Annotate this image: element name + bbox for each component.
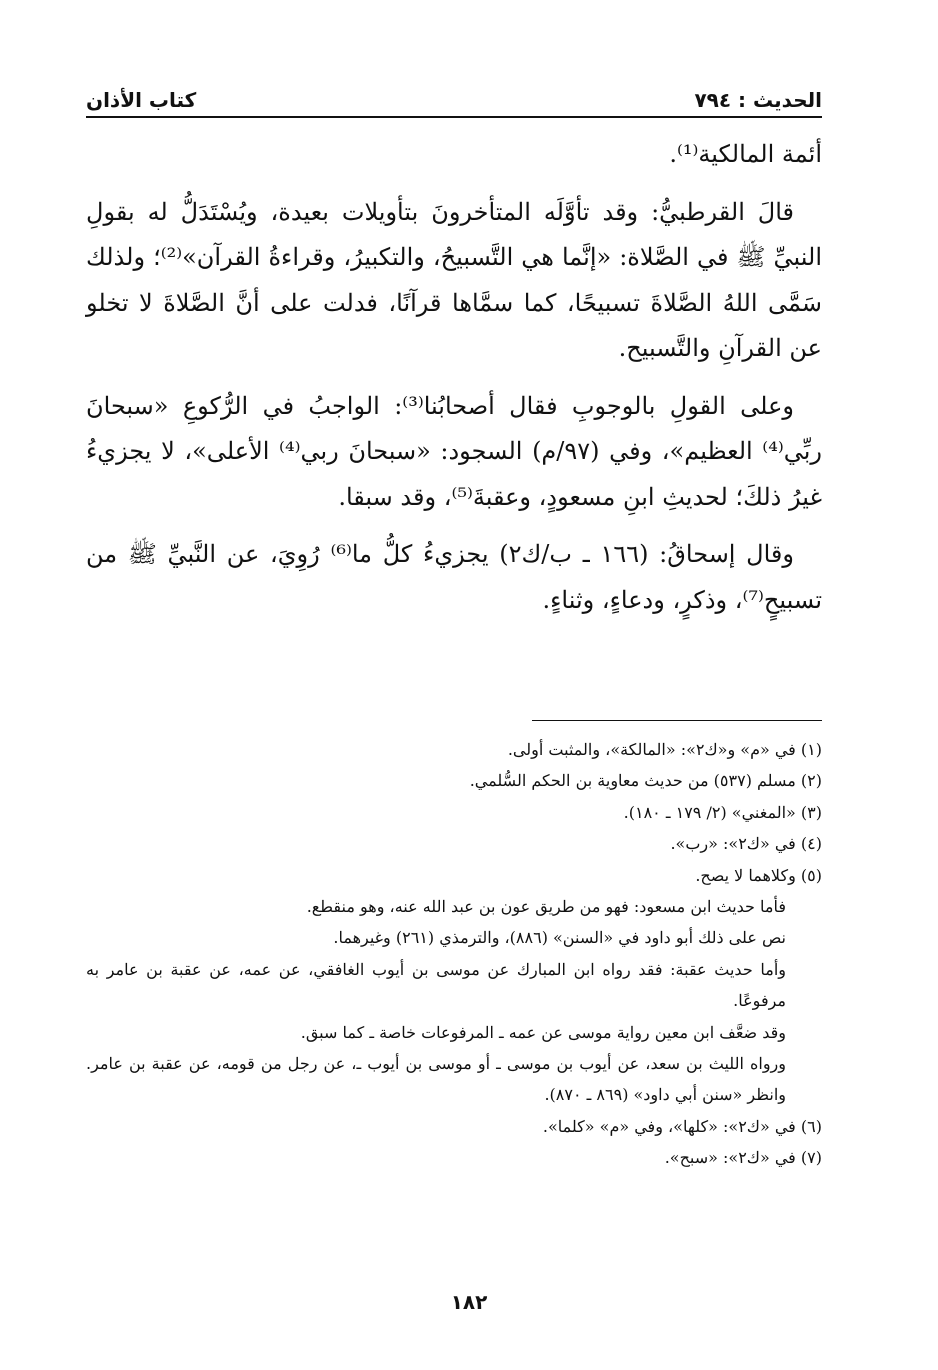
footnote-detail: وقد ضعَّف ابن معين رواية موسى عن عمه ـ المرفوعات خاصة ـ كما سبق.	[300, 1022, 786, 1042]
chapter-title: كتاب الأذان	[86, 88, 197, 112]
paragraph: قالَ القرطبيُّ: وقد تأوَّلَه المتأخرونَ بتأويلات بعيدة، ويُسْتَدَلُّ له بقولِ النبيِّ ﷺ في الصَّلاة: «إنَّما هي التَّسبيحُ، والتكبيرُ، وقراءةُ القرآن»⁽²⁾؛ ولذلك سَمَّى اللهُ الصَّلاةَ تسبيحًا، كما سمَّاها قرآنًا، فدلت على أنَّ الصَّلاةَ لا تخلو عن القرآنِ والتَّسبيح.	[86, 197, 822, 362]
footnote: (٣) «المغني» (٢/ ١٧٩ ـ ١٨٠).	[623, 802, 822, 822]
footnote: (١) في «م» و«ك٢»: «المالكة»، والمثبت أولى.	[507, 740, 822, 759]
footnotes	[86, 734, 822, 1174]
footnote: (٢) مسلم (٥٣٧) من حديث معاوية بن الحكم السُّلمي.	[469, 771, 822, 791]
footnote-detail: فأما حديث ابن مسعود: فهو من طريق عون بن عبد الله عنه، وهو منقطع.	[306, 897, 786, 917]
page-number: ١٨٢	[450, 1290, 488, 1314]
footnote: (٤) في «ك٢»: «رب».	[670, 834, 822, 854]
footnote-detail: وأما حديث عقبة: فقد رواه ابن المبارك عن موسى بن أيوب الغافقي، عن عمه، عن عقبة بن عامر به مرفوعًا.	[86, 959, 786, 1011]
footnote: (٧) في «ك٢»: «سبح».	[664, 1148, 822, 1168]
paragraph: وعلى القولِ بالوجوبِ فقال أصحابُنا⁽³⁾: الواجبُ في الرُّكوعِ «سبحانَ ربِّي⁽⁴⁾ العظيم»، وفي (٩٧/م) السجود: «سبحانَ ربي⁽⁴⁾ الأعلى»، لا يجزيءُ غيرُ ذلكَ؛ لحديثِ ابنِ مسعودٍ، وعقبةَ⁽⁵⁾، وقد سبقا.	[86, 391, 822, 511]
page-header	[86, 78, 822, 118]
main-text	[86, 132, 822, 635]
footnote: (٥) وكلاهما لا يصح.	[695, 865, 822, 885]
paragraph: وقال إسحاقُ: (١٦٦ ـ ب/ك٢) يجزيءُ كلُّ ما⁽⁶⁾ رُوِيَ، عن النَّبيِّ ﷺ من تسبيحٍ⁽⁷⁾، وذكرٍ، ودعاءٍ، وثناءٍ.	[86, 540, 822, 614]
paragraph: أئمة المالكية⁽¹⁾.	[669, 140, 822, 168]
footnote-separator	[532, 720, 822, 721]
footnote: (٦) في «ك٢»: «كلها»، وفي «م» «كلما».	[542, 1116, 822, 1136]
footnote-detail: نص على ذلك أبو داود في «السنن» (٨٨٦)، والترمذي (٢٦١) وغيرهما.	[333, 928, 786, 948]
footnote-detail: ورواه الليث بن سعد، عن أيوب بن موسى ـ أو موسى بن أيوب ـ، عن رجل من قومه، عن عقبة بن عامر. وانظر «سنن أبي داود» (٨٦٩ ـ ٨٧٠).	[86, 1054, 786, 1105]
hadith-number: الحديث : ٧٩٤	[694, 88, 822, 112]
